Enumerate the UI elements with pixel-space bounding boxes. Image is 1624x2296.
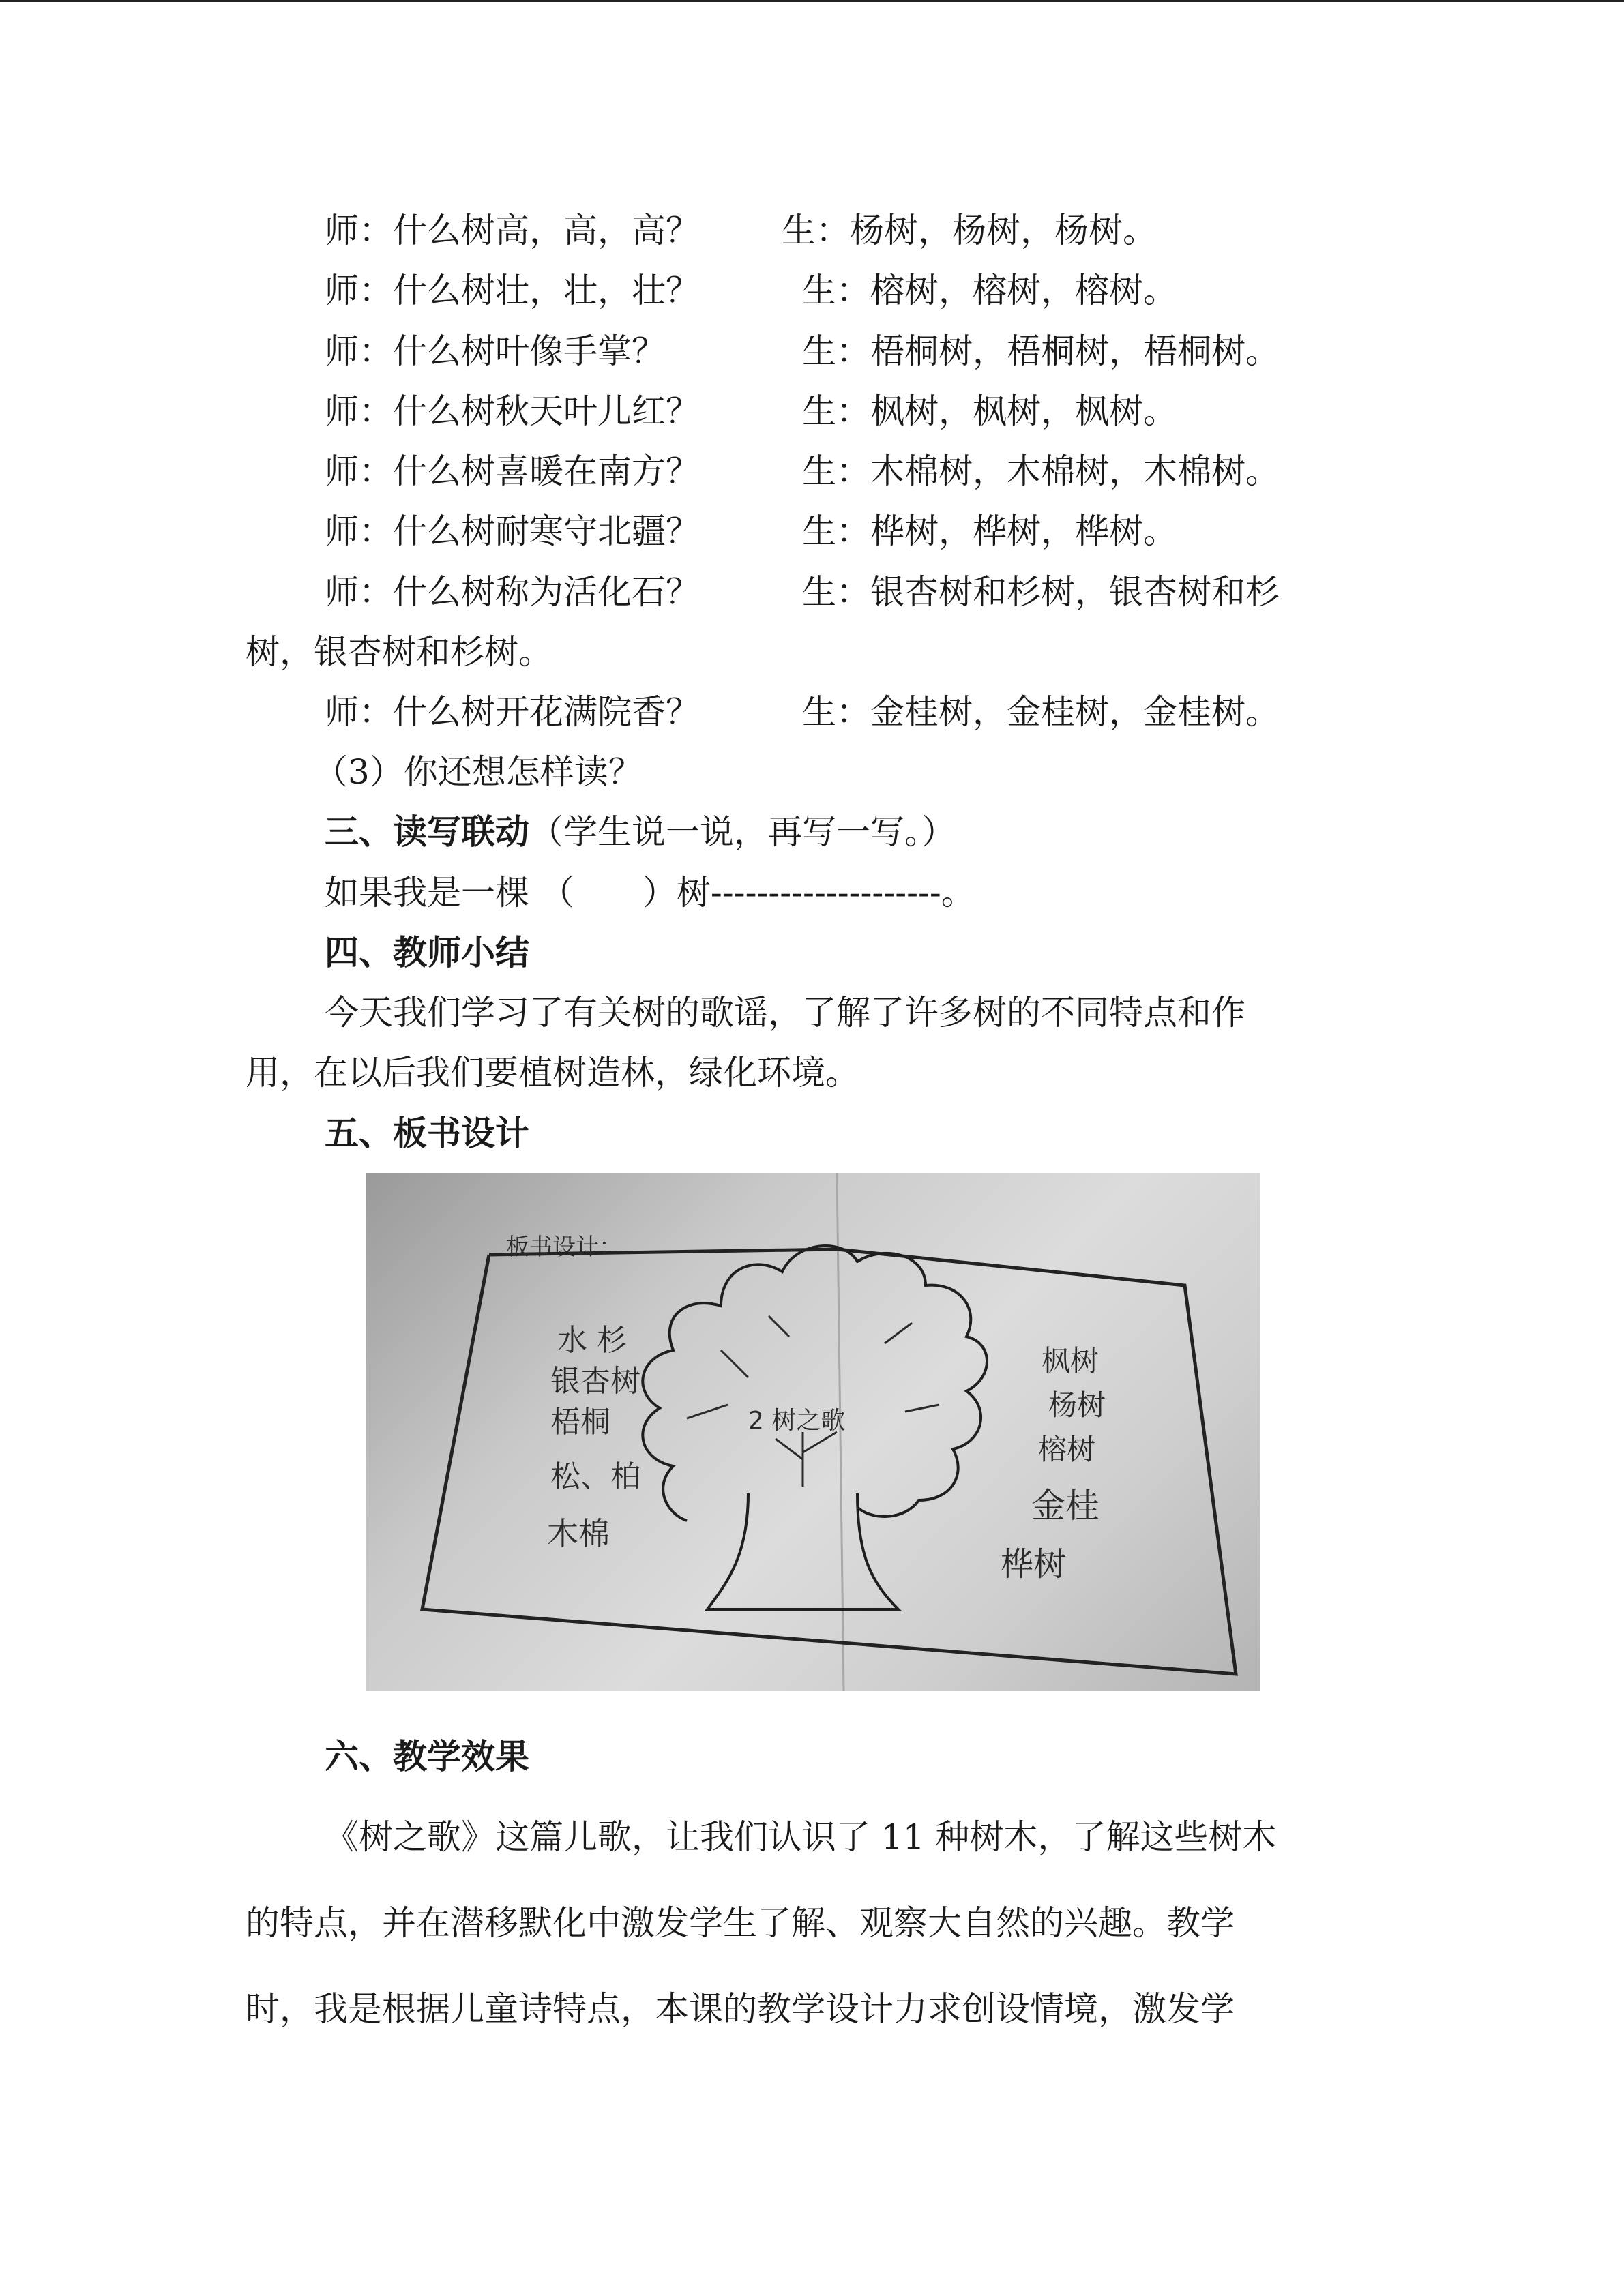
board-caption: 板书设计： [506, 1234, 622, 1261]
board-right-word: 金桂 [1031, 1486, 1099, 1525]
question-3: （3）你还想怎样读？ [314, 752, 643, 792]
section-4-title: 四、教师小结 [325, 932, 529, 972]
board-left-word: 松、柏 [550, 1459, 640, 1494]
board-left-word: 梧桐 [550, 1405, 610, 1440]
board-left-word: 银杏树 [550, 1364, 640, 1399]
section-3-title: 三、读写联动 [325, 811, 529, 852]
teacher-question: 师：什么树开花满院香？ [325, 692, 700, 732]
teacher-question: 师：什么树叶像手掌？ [325, 331, 666, 371]
teacher-question: 师：什么树耐寒守北疆？ [325, 511, 700, 551]
student-answer: 生：枫树，枫树，枫树。 [802, 391, 1177, 431]
section-4-text-line-2: 用，在以后我们要植树造林，绿化环境。 [246, 1053, 859, 1092]
board-right-word: 榕树 [1038, 1433, 1096, 1466]
board-center-title: 2 树之歌 [748, 1407, 846, 1435]
student-answer: 生：木棉树，木棉树，木棉树。 [802, 451, 1280, 491]
student-answer: 生：桦树，桦树，桦树。 [802, 511, 1177, 551]
top-border-line [0, 0, 1624, 2]
board-sketch [366, 1173, 1260, 1691]
student-answer: 生：杨树，杨树，杨树。 [782, 211, 1157, 250]
blackboard-design-photo [366, 1173, 1260, 1691]
board-right-word: 杨树 [1048, 1388, 1106, 1422]
board-right-word: 桦树 [1001, 1545, 1067, 1583]
board-left-word: 木棉 [547, 1515, 610, 1552]
section-3-prompt: 如果我是一棵 （ ）树--------------------。 [325, 873, 975, 912]
section-5-title: 五、板书设计 [325, 1113, 529, 1153]
section-6-title: 六、教学效果 [325, 1736, 529, 1776]
teacher-question: 师：什么树喜暖在南方？ [325, 451, 700, 491]
section-6-line-2: 的特点，并在潜移默化中激发学生了解、观察大自然的兴趣。教学 [246, 1903, 1235, 1943]
student-answer: 生：榕树，榕树，榕树。 [802, 271, 1177, 310]
teacher-question: 师：什么树秋天叶儿红？ [325, 391, 700, 431]
teacher-question: 师：什么树高，高，高？ [325, 211, 700, 250]
section-6-line-3: 时，我是根据儿童诗特点，本课的教学设计力求创设情境，激发学 [246, 1989, 1235, 2029]
student-answer: 生：银杏树和杉树，银杏树和杉 [802, 572, 1280, 612]
dialogue-continuation: 树，银杏树和杉树。 [246, 632, 552, 672]
student-answer: 生：梧桐树，梧桐树，梧桐树。 [802, 331, 1280, 371]
section-4-text-line-1: 今天我们学习了有关树的歌谣，了解了许多树的不同特点和作 [325, 993, 1245, 1032]
student-answer: 生：金桂树，金桂树，金桂树。 [802, 692, 1280, 732]
teacher-question: 师：什么树壮，壮，壮？ [325, 271, 700, 310]
section-6-line-1: 《树之歌》这篇儿歌，让我们认识了 11 种树木，了解这些树木 [325, 1817, 1277, 1857]
section-3-heading [325, 811, 956, 852]
section-3-note: （学生说一说，再写一写。） [529, 812, 956, 852]
board-right-word: 枫树 [1042, 1344, 1099, 1377]
board-left-word: 水 杉 [557, 1323, 627, 1358]
teacher-question: 师：什么树称为活化石？ [325, 572, 700, 612]
